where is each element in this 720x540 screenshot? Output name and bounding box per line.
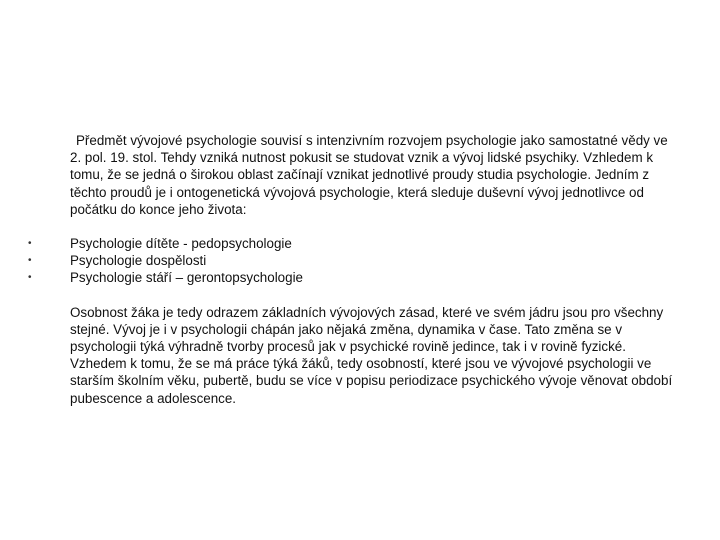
list-item (28, 235, 682, 252)
bullet-icon: • (28, 238, 32, 250)
list-item-text: Psychologie dítěte - pedopsychologie (70, 236, 292, 252)
list-item-text: Psychologie stáří – gerontopsychologie (70, 270, 303, 286)
body-paragraph: Osobnost žáka je tedy odrazem základních vývojových zásad, které ve svém jádru jsou pro všechny stejné. Vývoj je i v psychologii chápán jako nějaká změna, dynamika v čase. Tato změna se v psychologii týká výhradně tvorby procesů jak v psychické rovině jedince, tak i v rovině fyzické. Vzhedem k tomu, že se má práce týká žáků, tedy osobností, které jsou ve vývojové psychologii ve starším školním věku, pubertě, budu se více v popisu periodizace psychického vývoje věnovat období pubescence a adolescence. (70, 304, 673, 406)
list-item (28, 252, 682, 269)
bullet-icon: • (28, 255, 32, 267)
list-item (28, 269, 682, 286)
list-item-text: Psychologie dospělosti (70, 253, 207, 269)
intro-paragraph: Předmět vývojové psychologie souvisí s intenzivním rozvojem psychologie jako samostatné vědy ve 2. pol. 19. stol. Tehdy vzniká nutnost pokusit se studovat vznik a vývoj lidské psychiky. Vzhledem k tomu, že se jedná o širokou oblast začínají vznikat jednotlivé proudy studia psychologie. Jedním z těchto proudů je i ontogenetická vývojová psychologie, která sleduje duševní vývoj jednotlivce od počátku do konce jeho života: (70, 133, 668, 217)
bullet-icon: • (28, 272, 32, 284)
bullet-list (28, 235, 682, 287)
slide-content (28, 132, 682, 407)
